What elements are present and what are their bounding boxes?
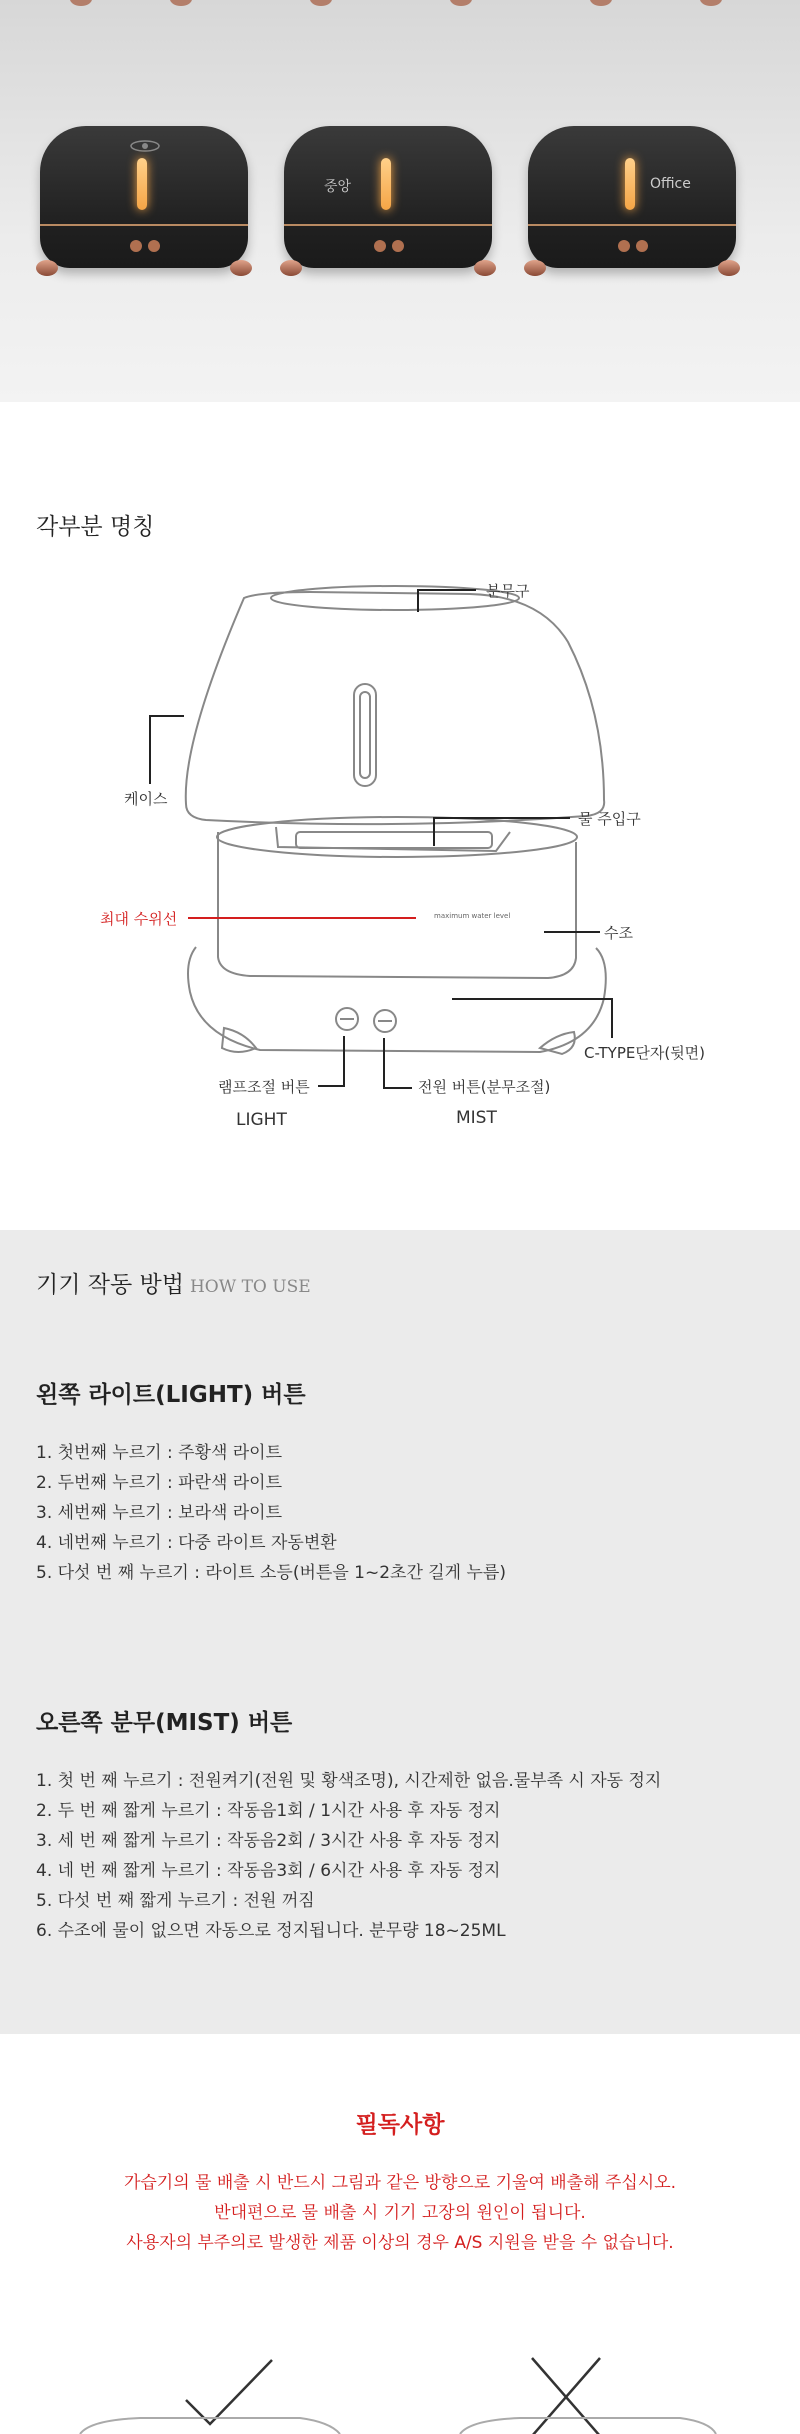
label-nozzle: 분무구 (486, 582, 530, 600)
check-icon (186, 2360, 272, 2424)
notice-line: 사용자의 부주의로 발생한 제품 이상의 경우 A/S 지원을 받을 수 없습니다. (126, 2233, 674, 2253)
label-power-button: 전원 버튼(분무조절) (418, 1078, 551, 1096)
mini-logo-icon (130, 138, 160, 154)
list-item: 2. 두 번 째 짧게 누르기 : 작동음1회 / 1시간 사용 후 자동 정지 (36, 1801, 501, 1821)
list-item: 2. 두번째 누르기 : 파란색 라이트 (36, 1473, 283, 1493)
label-ctype-port: C-TYPE단자(뒷면) (584, 1044, 706, 1062)
list-item: 5. 다섯 번 째 누르기 : 라이트 소등(버튼을 1~2초간 길게 누름) (36, 1563, 506, 1583)
list-item: 4. 네 번 째 짧게 누르기 : 작동음3회 / 6시간 사용 후 자동 정지 (36, 1861, 501, 1881)
label-lamp-button: 램프조절 버튼 (218, 1078, 310, 1096)
usage-title: 기기 작동 방법 (36, 1272, 184, 1298)
parts-section (0, 402, 800, 1230)
brand-logo-office: Office (650, 176, 691, 192)
brand-logo-jungang: 중앙 (324, 179, 352, 195)
previous-row-feet (0, 0, 800, 8)
notice-title: 필독사항 (355, 2112, 445, 2138)
usage-heading (36, 1266, 311, 1299)
label-tank: 수조 (604, 924, 633, 942)
list-item: 3. 세 번 째 짧게 누르기 : 작동음2회 / 3시간 사용 후 자동 정지 (36, 1831, 501, 1851)
max-water-marker: maximum water level (434, 912, 511, 920)
drain-direction-illustration (0, 2324, 800, 2434)
product-variants-band (0, 0, 800, 402)
list-item: 1. 첫 번 째 누르기 : 전원켜기(전원 및 황색조명), 시간제한 없음.물부족 시 자동 정지 (36, 1771, 662, 1791)
label-case: 케이스 (124, 790, 168, 808)
mist-button-title: 오른쪽 분무(MIST) 버튼 (36, 1710, 293, 1736)
list-item: 6. 수조에 물이 없으면 자동으로 정지됩니다. 분무량 18~25ML (36, 1921, 506, 1941)
list-item: 5. 다섯 번 째 짧게 누르기 : 전원 꺼짐 (36, 1891, 315, 1911)
label-power-button-sub: MIST (456, 1108, 497, 1128)
list-item: 3. 세번째 누르기 : 보라색 라이트 (36, 1503, 283, 1523)
product-image-mini (34, 126, 254, 286)
label-water-inlet: 물 주입구 (578, 810, 641, 828)
mist-button-list (36, 1766, 661, 1946)
how-to-use-section (0, 1230, 800, 2034)
notice-line: 반대편으로 물 배출 시 기기 고장의 원인이 됩니다. (214, 2203, 586, 2223)
label-lamp-button-sub: LIGHT (236, 1110, 287, 1130)
notice-line: 가습기의 물 배출 시 반드시 그림과 같은 방향으로 기울여 배출해 주십시오. (123, 2173, 677, 2193)
product-image-jungang (278, 126, 498, 286)
list-item: 4. 네번째 누르기 : 다중 라이트 자동변환 (36, 1533, 337, 1553)
parts-title: 각부분 명칭 (36, 514, 155, 540)
label-max-water-line: 최대 수위선 (100, 910, 178, 928)
list-item: 1. 첫번째 누르기 : 주황색 라이트 (36, 1443, 283, 1463)
notice-section (0, 2034, 800, 2434)
usage-subtitle: HOW TO USE (189, 1277, 311, 1297)
notice-lines (0, 2168, 800, 2258)
light-button-list (36, 1438, 506, 1588)
humidifier-diagram (0, 402, 800, 1230)
cross-icon (532, 2358, 600, 2434)
product-image-office (522, 126, 742, 286)
light-button-title: 왼쪽 라이트(LIGHT) 버튼 (36, 1382, 306, 1408)
